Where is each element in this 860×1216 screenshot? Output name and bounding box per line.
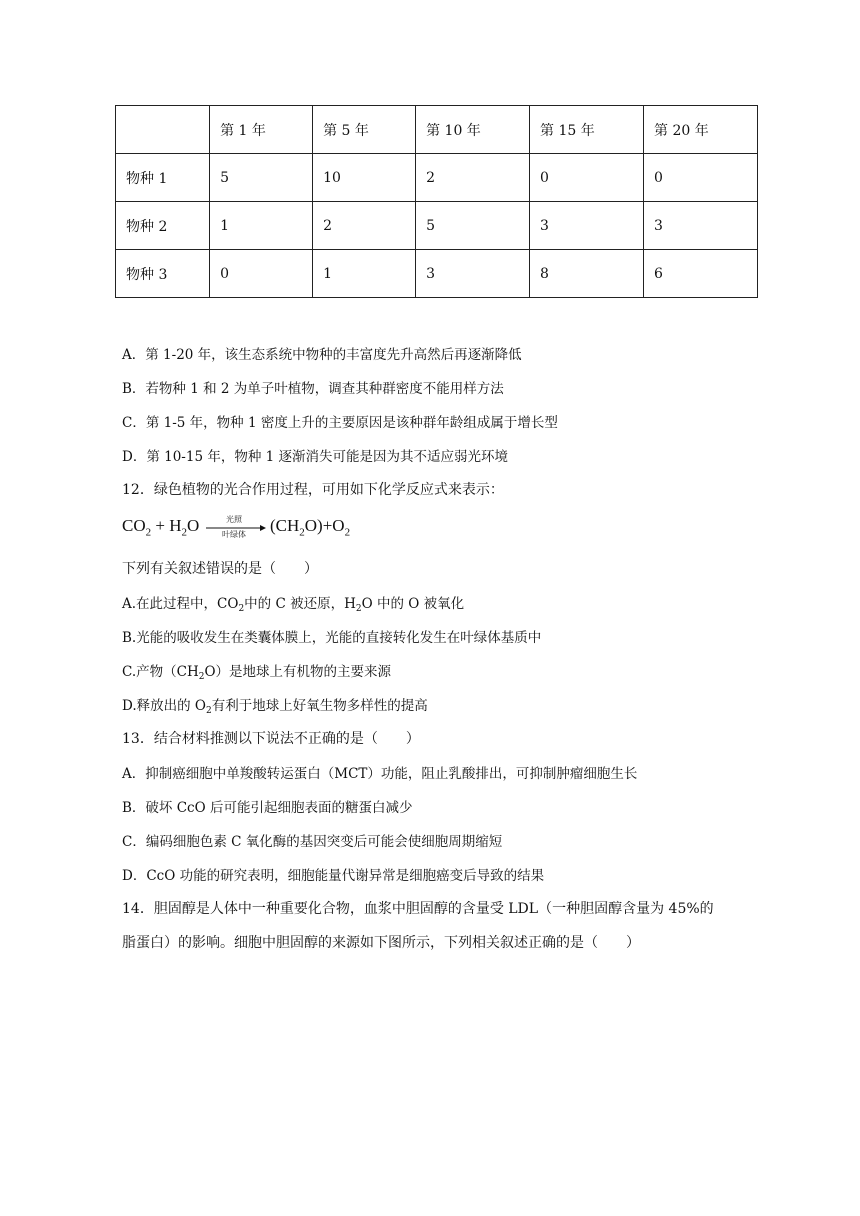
q13-option-b: B．破坏 CcO 后可能引起细胞表面的糖蛋白减少 (122, 800, 413, 816)
q12-d-text-2: 有利于地球上好氧生物多样性的提高 (211, 698, 428, 714)
subscript: 2 (206, 706, 212, 716)
table-cell: 3 (416, 250, 530, 298)
q11-option-b: B．若物种 1 和 2 为单子叶植物，调查其种群密度不能用样方法 (122, 381, 504, 397)
eq-ch2o-open: (CH (270, 516, 300, 535)
q14-stem-line1: 14．胆固醇是人体中一种重要化合物，血浆中胆固醇的含量受 LDL（一种胆固醇含量为 45%的 (122, 901, 714, 917)
q12-stem: 12．绿色植物的光合作用过程，可用如下化学反应式来表示： (122, 482, 504, 498)
table-header-cell: 第 10 年 (416, 106, 530, 154)
q13-option-d: D．CcO 功能的研究表明，细胞能量代谢异常是细胞癌变后导致的结果 (122, 868, 545, 884)
q12-d-text-1: D.释放出的 O (122, 698, 206, 714)
eq-sub: 2 (181, 526, 187, 539)
table-header-cell: 第 5 年 (313, 106, 416, 154)
q13-option-a: A．抑制癌细胞中单羧酸转运蛋白（MCT）功能，阻止乳酸排出，可抑制肿瘤细胞生长 (122, 766, 638, 782)
table-cell: 2 (416, 154, 530, 202)
q12-option-b: B.光能的吸收发生在类囊体膜上，光能的直接转化发生在叶绿体基质中 (122, 630, 542, 646)
q11-option-c: C．第 1-5 年，物种 1 密度上升的主要原因是该种群年龄组成属于增长型 (122, 415, 558, 431)
table-cell: 10 (313, 154, 416, 202)
table-cell: 2 (313, 202, 416, 250)
q11-option-d: D．第 10-15 年，物种 1 逐渐消失可能是因为其不适应弱光环境 (122, 449, 508, 465)
q14-stem-line2: 脂蛋白）的影响。细胞中胆固醇的来源如下图所示，下列相关叙述正确的是（ ） (122, 935, 640, 951)
row-label: 物种 1 (116, 154, 210, 202)
q12-a-text-2: 中的 C 被还原，H (244, 596, 356, 612)
q12-c-text-1: C.产物（CH (122, 664, 199, 680)
subscript: 2 (355, 604, 362, 614)
table-header-cell: 第 15 年 (530, 106, 644, 154)
table-cell: 1 (210, 202, 313, 250)
q12-option-c (122, 660, 391, 682)
q13-option-c: C．编码细胞色素 C 氧化酶的基因突变后可能会使细胞周期缩短 (122, 834, 503, 850)
table-header-cell: 第 1 年 (210, 106, 313, 154)
row-label: 物种 2 (116, 202, 210, 250)
q13-stem: 13．结合材料推测以下说法不正确的是（ ） (122, 731, 420, 747)
table-row (116, 154, 758, 202)
arrow-condition-light: 光照 (226, 515, 242, 524)
table-cell: 6 (644, 250, 758, 298)
table-cell: 0 (644, 154, 758, 202)
eq-co: CO (122, 516, 146, 535)
eq-o: O (187, 516, 200, 535)
table-cell: 5 (210, 154, 313, 202)
arrow-condition-chloroplast: 叶绿体 (222, 530, 246, 539)
table-cell: 0 (530, 154, 644, 202)
table-header-cell (116, 106, 210, 154)
eq-sub: 2 (299, 526, 305, 539)
q12-option-a (122, 592, 464, 614)
eq-sub: 2 (344, 526, 351, 539)
q12-a-text-1: A.在此过程中，CO (122, 596, 239, 612)
eq-ch2o-close: O)+O (304, 516, 345, 535)
eq-sub: 2 (145, 526, 152, 539)
table-cell: 1 (313, 250, 416, 298)
table-cell: 3 (644, 202, 758, 250)
table-cell: 0 (210, 250, 313, 298)
species-density-table (115, 105, 758, 298)
table-row (116, 250, 758, 298)
equation-left (122, 516, 199, 538)
q11-option-a: A．第 1-20 年，该生态系统中物种的丰富度先升高然后再逐渐降低 (122, 347, 522, 363)
table-header-cell: 第 20 年 (644, 106, 758, 154)
q12-option-d (122, 694, 428, 716)
table-header-row (116, 106, 758, 154)
table-cell: 5 (416, 202, 530, 250)
subscript: 2 (238, 604, 245, 614)
table-row (116, 202, 758, 250)
eq-plus-h: + H (151, 516, 182, 535)
reaction-arrow (206, 512, 266, 542)
q12-prompt: 下列有关叙述错误的是（ ） (122, 561, 318, 577)
q12-c-text-2: O）是地球上有机物的主要来源 (204, 664, 392, 680)
subscript: 2 (198, 672, 205, 682)
table-cell: 8 (530, 250, 644, 298)
row-label: 物种 3 (116, 250, 210, 298)
equation-right (270, 516, 350, 538)
q12-a-text-3: O 中的 O 被氧化 (361, 596, 465, 612)
table-cell: 3 (530, 202, 644, 250)
